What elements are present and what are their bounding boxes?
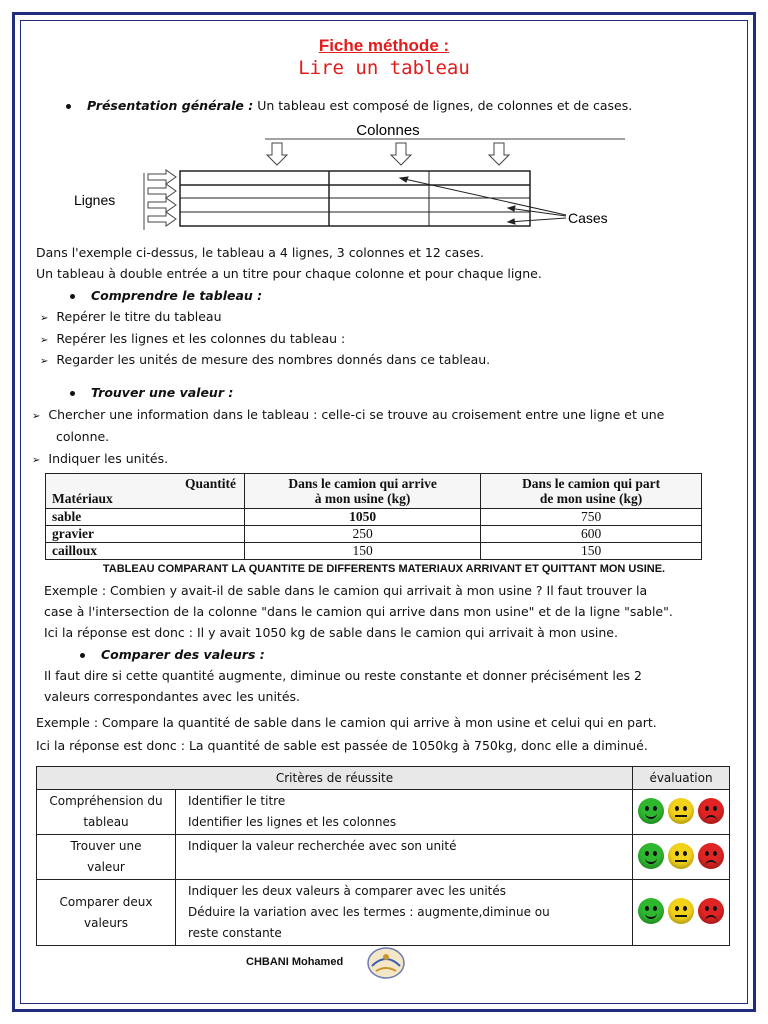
corner-header-cell (46, 474, 245, 509)
presentation-text: Un tableau est composé de lignes, de colonnes et de cases. (253, 98, 633, 113)
list-item (32, 407, 664, 422)
author-name: CHBANI Mohamed (246, 956, 344, 968)
table-cell: 600 (481, 526, 702, 543)
explain-line-2: Un tableau à double entrée a un titre pour chaque colonne et pour chaque ligne. (36, 266, 542, 281)
cases-pointers (400, 177, 566, 224)
comparer-label: Comparer des valeurs : (101, 647, 265, 662)
description-line: Indiquer la valeur recherchée avec son unité (188, 839, 457, 853)
table-caption: TABLEAU COMPARANT LA QUANTITE DE DIFFERENTS MATERIAUX ARRIVANT ET QUITTANT MON USINE. (102, 563, 666, 575)
sad-face-icon[interactable] (698, 798, 724, 824)
description-line: Identifier les lignes et les colonnes (188, 815, 397, 829)
table-cell: 150 (481, 543, 702, 560)
right-arrow-icon (148, 170, 176, 184)
comprendre-heading (70, 288, 262, 303)
bullet-icon (80, 653, 85, 658)
quantite-header: Quantité (184, 476, 236, 491)
comparer-heading (80, 647, 265, 662)
criteria-category (37, 790, 176, 835)
down-arrow-icon (267, 143, 287, 165)
list-item-text: Chercher une information dans le tableau : celle-ci se trouve au croisement entre une ligne et une (48, 407, 665, 422)
header-line: Dans le camion qui arrive (288, 476, 437, 491)
evaluation-faces[interactable] (633, 790, 730, 835)
sad-face-icon[interactable] (698, 843, 724, 869)
table-cell: 1050 (245, 509, 481, 526)
header-line: à mon usine (kg) (314, 491, 411, 506)
criteria-description (176, 790, 633, 835)
list-item-text: Repérer le titre du tableau (56, 309, 222, 324)
comparer-line-2: valeurs correspondantes avec les unités. (44, 689, 301, 704)
exemple2-line-2: Ici la réponse est donc : La quantité de sable est passée de 1050kg à 750kg, donc elle a diminué. (36, 738, 648, 753)
comparer-line-1: Il faut dire si cette quantité augmente, diminue ou reste constante et donner précisément les 2 (44, 668, 642, 683)
table-structure-diagram (60, 118, 660, 246)
arrow-bullet-icon: ➢ (32, 411, 41, 422)
success-criteria-table (36, 766, 730, 946)
presentation-line (66, 98, 632, 113)
table-row (46, 526, 702, 543)
arrow-bullet-icon: ➢ (40, 313, 49, 324)
right-arrow-icon (148, 184, 176, 198)
evaluation-faces[interactable] (633, 835, 730, 880)
category-line: Comparer deux (59, 894, 153, 909)
header-line: de mon usine (kg) (539, 491, 643, 506)
list-item-text: Indiquer les unités. (48, 451, 169, 466)
arrow-bullet-icon: ➢ (40, 356, 49, 367)
arrow-bullet-icon: ➢ (32, 455, 41, 466)
table-cell: 750 (481, 509, 702, 526)
list-item (40, 331, 345, 346)
criteres-header: Critères de réussite (37, 767, 633, 790)
list-item (40, 309, 222, 324)
criteria-category (37, 835, 176, 880)
category-line: tableau (83, 815, 129, 829)
bullet-icon (66, 104, 71, 109)
table-header-row (46, 474, 702, 509)
table-cell: 150 (245, 543, 481, 560)
happy-face-icon[interactable] (638, 898, 664, 924)
happy-face-icon[interactable] (638, 798, 664, 824)
list-item-continuation: colonne. (56, 429, 110, 444)
neutral-face-icon[interactable] (668, 843, 694, 869)
exemple1-line-3: Ici la réponse est donc : Il y avait 1050 kg de sable dans le camion qui arrivait à mon usine. (44, 625, 618, 640)
bullet-icon (70, 391, 75, 396)
lignes-label: Lignes (74, 192, 116, 208)
presentation-label: Présentation générale : (87, 98, 254, 113)
column-header-arrive (245, 474, 481, 509)
row-label: gravier (46, 526, 245, 543)
materials-table (45, 473, 702, 560)
cases-label: Cases (568, 210, 608, 226)
column-header-part (481, 474, 702, 509)
comprendre-label: Comprendre le tableau : (91, 288, 263, 303)
exemple1-line-1: Exemple : Combien y avait-il de sable dans le camion qui arrivait à mon usine ? Il faut trouver la (44, 583, 648, 598)
column-arrows (267, 143, 509, 165)
neutral-face-icon[interactable] (668, 898, 694, 924)
exemple1-line-2: case à l'intersection de la colonne "dans le camion qui arrive dans mon usine" et de la ligne "sable". (44, 604, 673, 619)
category-line: valeurs (84, 915, 128, 930)
table-row (46, 509, 702, 526)
materiaux-header: Matériaux (52, 491, 113, 506)
sad-face-icon[interactable] (698, 898, 724, 924)
criteria-header-row (37, 767, 730, 790)
criteria-category (37, 880, 176, 946)
criteria-description (176, 880, 633, 946)
description-line: Déduire la variation avec les termes : augmente,diminue ou (188, 905, 550, 919)
description-line: Indiquer les deux valeurs à comparer avec les unités (188, 884, 507, 898)
description-line: reste constante (188, 926, 282, 940)
evaluation-header: évaluation (633, 767, 730, 790)
table-cell: 250 (245, 526, 481, 543)
row-label: sable (46, 509, 245, 526)
table-row (46, 543, 702, 560)
criteria-row (37, 835, 730, 880)
trouver-label: Trouver une valeur : (91, 385, 234, 400)
header-line: Dans le camion qui part (522, 476, 661, 491)
list-item-text: Regarder les unités de mesure des nombres donnés dans ce tableau. (56, 352, 491, 367)
down-arrow-icon (391, 143, 411, 165)
colonnes-label: Colonnes (356, 122, 420, 139)
explain-line-1: Dans l'exemple ci-dessus, le tableau a 4 lignes, 3 colonnes et 12 cases. (36, 245, 485, 260)
criteria-row (37, 790, 730, 835)
row-arrows (148, 170, 176, 226)
evaluation-faces[interactable] (633, 880, 730, 946)
logo-icon (366, 946, 406, 980)
right-arrow-icon (148, 212, 176, 226)
page-subtitle: Lire un tableau (298, 57, 470, 79)
criteria-description (176, 835, 633, 880)
happy-face-icon[interactable] (638, 843, 664, 869)
exemple2-line-1: Exemple : Compare la quantité de sable dans le camion qui arrive à mon usine et celui qui en part. (36, 715, 657, 730)
bullet-icon (70, 294, 75, 299)
trouver-heading (70, 385, 233, 400)
diagram-grid (180, 171, 530, 226)
category-line: Compréhension du (49, 794, 163, 808)
list-item (32, 451, 168, 466)
description-line: Identifier le titre (188, 794, 286, 808)
list-item-text: Repérer les lignes et les colonnes du tableau : (56, 331, 346, 346)
criteria-row (37, 880, 730, 946)
category-line: valeur (87, 860, 125, 874)
right-arrow-icon (148, 198, 176, 212)
page-title: Fiche méthode : (318, 36, 450, 55)
list-item (40, 352, 490, 367)
down-arrow-icon (489, 143, 509, 165)
row-label: cailloux (46, 543, 245, 560)
neutral-face-icon[interactable] (668, 798, 694, 824)
arrow-bullet-icon: ➢ (40, 335, 49, 346)
category-line: Trouver une (70, 839, 142, 853)
